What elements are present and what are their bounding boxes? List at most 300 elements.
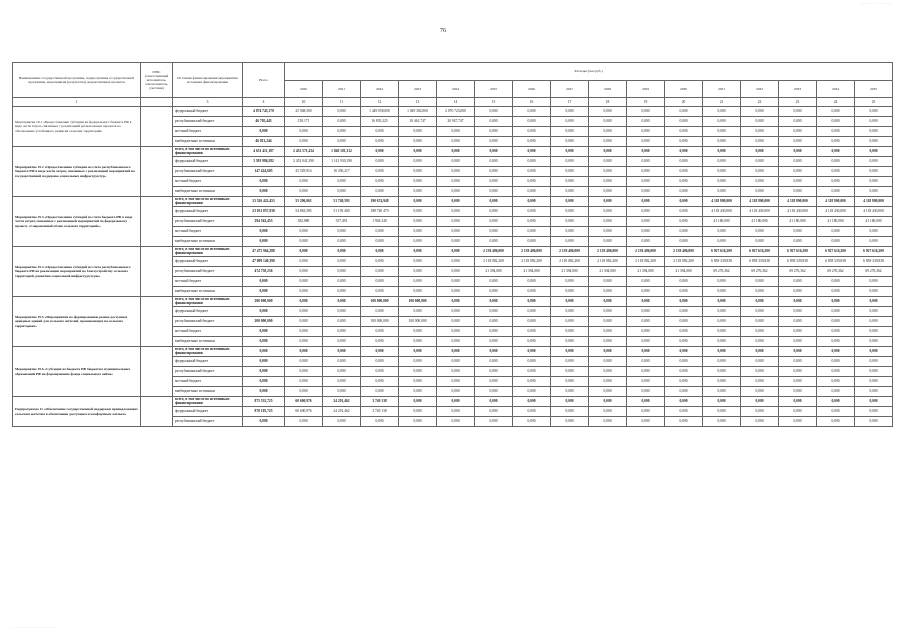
year-value: 0,000 [817, 277, 855, 287]
year-value: 0,000 [551, 137, 589, 147]
year-value: 6 927 616,200 [817, 247, 855, 257]
year-value: 0,000 [855, 137, 893, 147]
funding-source: местный бюджет [173, 377, 243, 387]
year-value: 0,000 [741, 227, 779, 237]
year-value: 0,000 [513, 137, 551, 147]
funding-source: внебюджетные источники [173, 287, 243, 297]
row-total: 0,000 [243, 377, 285, 387]
year-value: 0,000 [779, 367, 817, 377]
year-value: 0,000 [627, 207, 665, 217]
year-value: 0,000 [665, 317, 703, 327]
year-value: 0,000 [665, 367, 703, 377]
year-value: 0,000 [817, 377, 855, 387]
year-value: 0,000 [475, 237, 513, 247]
year-value: 0,000 [665, 397, 703, 407]
year-value: 0,000 [551, 177, 589, 187]
year-value: 0,000 [437, 287, 475, 297]
year-value: 0,000 [665, 347, 703, 357]
year-value: 0,000 [361, 327, 399, 337]
year-value: 0,000 [627, 327, 665, 337]
year-value: 0,000 [361, 277, 399, 287]
year-value: 60 600,976 [285, 397, 323, 407]
year-value: 0,000 [627, 287, 665, 297]
year-value: 0,000 [589, 357, 627, 367]
year-value: 0,000 [323, 287, 361, 297]
year-value: 0,000 [855, 397, 893, 407]
year-value: 0,000 [513, 277, 551, 287]
page-footer: · · · · · · · · · · · · · · · · · · · · · · · [12, 626, 59, 630]
year-value: 0,000 [665, 417, 703, 427]
year-value: 0,000 [665, 337, 703, 347]
year-value: 0,000 [817, 367, 855, 377]
year-value: 0,000 [589, 297, 627, 307]
section-name: Мероприятие 19.1 «Предоставление субсидии из федерального бюджета РФ в виде части затрат, связанных с реализацией региональных проектов по обеспечению устойчивого развития сельских территорий» [13, 107, 141, 147]
year-value: 0,000 [779, 347, 817, 357]
year-value: 0,000 [399, 157, 437, 167]
year-value: 0,000 [589, 367, 627, 377]
year-value: 21 394,000 [551, 267, 589, 277]
year-value: 0,000 [475, 137, 513, 147]
year-value: 0,000 [399, 357, 437, 367]
year-value: 0,000 [855, 307, 893, 317]
year-value: 0,000 [627, 227, 665, 237]
row-total: 0,000 [243, 337, 285, 347]
year-value: 0,000 [437, 227, 475, 237]
funding-source: местный бюджет [173, 227, 243, 237]
year-value: 0,000 [855, 417, 893, 427]
header-total: Всего [243, 63, 285, 98]
year-value: 10 461,747 [399, 117, 437, 127]
year-value: 0,000 [437, 267, 475, 277]
year-value: 0,000 [323, 107, 361, 117]
year-value: 0,000 [437, 317, 475, 327]
year-value: 0,000 [703, 407, 741, 417]
year-value: 382,880 [285, 217, 323, 227]
year-value: 0,000 [589, 287, 627, 297]
year-value: 0,000 [855, 387, 893, 397]
year-value: 0,000 [817, 117, 855, 127]
year-value: 0,000 [855, 117, 893, 127]
year-value: 0,000 [551, 157, 589, 167]
year-value: 41 180,000 [741, 217, 779, 227]
year-value: 0,000 [437, 177, 475, 187]
year-value: 6 858 339,838 [779, 257, 817, 267]
year-value: 0,000 [817, 187, 855, 197]
header-year: 2020 [285, 80, 323, 98]
table-row [13, 107, 893, 117]
year-value: 0,000 [703, 117, 741, 127]
year-value: 0,000 [779, 417, 817, 427]
year-value: 0,000 [817, 347, 855, 357]
year-value: 0,000 [589, 147, 627, 157]
year-value: 21 394,000 [475, 267, 513, 277]
section-name: Мероприятие 19.5 «Мероприятия по формированию рынка доступных арендных зданий для сельских жителей, проживающих на сельских территориях» [13, 297, 141, 347]
year-value: 0,000 [703, 397, 741, 407]
year-value: 25 948,500 [285, 107, 323, 117]
year-value: 41 180,000 [779, 217, 817, 227]
year-value: 0,000 [437, 157, 475, 167]
year-value: 0,000 [361, 287, 399, 297]
row-total: 0,000 [243, 387, 285, 397]
year-value: 0,000 [361, 347, 399, 357]
year-value: 0,000 [665, 227, 703, 237]
year-value: 0,000 [665, 127, 703, 137]
year-value: 0,000 [513, 117, 551, 127]
year-value: 0,000 [323, 187, 361, 197]
funding-source: республиканский бюджет [173, 417, 243, 427]
header-col-index: 12 [361, 98, 399, 107]
section-name: Мероприятие 19.2 «Предоставление субсидии из счета республиканского бюджета РФ в виде части затрат, связанных с реализацией мероприятий по государственной поддержке социальных инфраструктур» [13, 147, 141, 197]
year-value: 0,000 [627, 377, 665, 387]
year-value: 0,000 [475, 167, 513, 177]
year-value: 0,000 [513, 297, 551, 307]
header-year: 2034 [817, 80, 855, 98]
year-value: 0,000 [741, 117, 779, 127]
year-value: 0,000 [589, 417, 627, 427]
year-value: 2 070 723,000 [437, 107, 475, 117]
year-value: 0,000 [589, 377, 627, 387]
year-value: 2 139 486,000 [475, 247, 513, 257]
year-value: 0,000 [665, 407, 703, 417]
year-value: 0,000 [285, 297, 323, 307]
year-value: 0,000 [361, 387, 399, 397]
section-name: Мероприятие 19.4 «Предоставление субсидий из счета республиканского бюджета РФ на реализацию мероприятий по благоустройству сельских территорий, развитию социальной инфраструктуры» [13, 247, 141, 297]
funding-source: республиканский бюджет [173, 217, 243, 227]
year-value: 0,000 [703, 187, 741, 197]
funding-source: республиканский бюджет [173, 167, 243, 177]
year-value: 0,000 [475, 227, 513, 237]
year-value: 0,000 [361, 257, 399, 267]
year-value: 0,000 [513, 107, 551, 117]
section-grbs [141, 247, 173, 297]
year-value: 2 118 082,200 [475, 257, 513, 267]
section-name: Мероприятие 19.3 «Предоставление субсидий из счета бюджета РФ в виде части затрат, связанных с реализацией мероприятий по федеральному проекту «Современный облик сельских территорий»» [13, 197, 141, 247]
funding-source: федеральный бюджет [173, 407, 243, 417]
row-total: 0,000 [243, 367, 285, 377]
year-value: 0,000 [855, 277, 893, 287]
header-year: 2035 [855, 80, 893, 98]
header-index-row [13, 98, 893, 107]
year-value: 0,000 [399, 127, 437, 137]
year-value: 0,000 [361, 337, 399, 347]
year-value: 0,000 [437, 137, 475, 147]
year-value: 0,000 [627, 127, 665, 137]
header-source: Источник финансирования мероприятия источника финансирования [173, 63, 243, 98]
funding-source: всего, в том числе по источникам финансирования [173, 297, 243, 307]
row-total: 47 009 140,390 [243, 257, 285, 267]
year-value: 0,000 [855, 297, 893, 307]
header-col-index: 21 [703, 98, 741, 107]
year-value: 0,000 [437, 307, 475, 317]
year-value: 100 000,000 [361, 297, 399, 307]
row-total: 0,000 [243, 327, 285, 337]
year-value: 0,000 [589, 337, 627, 347]
year-value: 6 927 616,200 [855, 247, 893, 257]
year-value: 0,000 [285, 287, 323, 297]
year-value: 0,000 [361, 187, 399, 197]
year-value: 0,000 [361, 227, 399, 237]
year-value: 0,000 [855, 177, 893, 187]
year-value: 0,000 [475, 207, 513, 217]
year-value: 0,000 [475, 177, 513, 187]
year-value: 0,000 [551, 317, 589, 327]
year-value: 6 858 339,838 [741, 257, 779, 267]
year-value: 4 118 430,000 [779, 207, 817, 217]
section-grbs [141, 347, 173, 397]
year-value: 0,000 [323, 347, 361, 357]
year-value: 0,000 [627, 407, 665, 417]
header-year: 2027 [551, 80, 589, 98]
year-value: 0,000 [665, 277, 703, 287]
year-value: 0,000 [475, 147, 513, 157]
row-total: 0,000 [243, 187, 285, 197]
year-value: 0,000 [475, 307, 513, 317]
year-value: 0,000 [589, 137, 627, 147]
year-value: 0,000 [589, 197, 627, 207]
funding-source: внебюджетные источники [173, 137, 243, 147]
year-value: 0,000 [551, 367, 589, 377]
year-value: 0,000 [665, 377, 703, 387]
year-value: 0,000 [589, 117, 627, 127]
year-value: 100 000,000 [399, 297, 437, 307]
year-value: 21 394,000 [665, 267, 703, 277]
year-value: 0,000 [589, 157, 627, 167]
year-value: 0,000 [665, 107, 703, 117]
year-value: 0,000 [475, 367, 513, 377]
year-value: 4 118 430,000 [741, 207, 779, 217]
year-value: 21 394,000 [513, 267, 551, 277]
year-value: 0,000 [323, 267, 361, 277]
year-value: 0,000 [551, 417, 589, 427]
year-value: 0,000 [855, 127, 893, 137]
funding-source: федеральный бюджет [173, 107, 243, 117]
section-grbs [141, 107, 173, 147]
year-value: 0,000 [513, 237, 551, 247]
year-value: 0,000 [817, 357, 855, 367]
year-value: 0,000 [475, 417, 513, 427]
table-row [13, 247, 893, 257]
year-value: 0,000 [779, 107, 817, 117]
year-value: 0,000 [627, 367, 665, 377]
year-value: 0,000 [475, 397, 513, 407]
year-value: 0,000 [513, 417, 551, 427]
year-value: 0,000 [475, 317, 513, 327]
year-value: 0,000 [817, 177, 855, 187]
year-value: 0,000 [817, 167, 855, 177]
year-value: 0,000 [323, 377, 361, 387]
year-value: 41 180,000 [817, 217, 855, 227]
year-value: 0,000 [665, 357, 703, 367]
year-value: 0,000 [665, 187, 703, 197]
year-value: 54 863,585 [285, 207, 323, 217]
year-value: 2 118 082,200 [589, 257, 627, 267]
year-value: 0,000 [551, 397, 589, 407]
year-value: 0,000 [627, 107, 665, 117]
row-total: 47 475 964,288 [243, 247, 285, 257]
year-value: 0,000 [627, 307, 665, 317]
year-value: 0,000 [779, 297, 817, 307]
year-value: 0,000 [817, 407, 855, 417]
year-value: 0,000 [437, 407, 475, 417]
year-value: 0,000 [437, 217, 475, 227]
year-value: 6 858 339,838 [817, 257, 855, 267]
year-value: 0,000 [323, 317, 361, 327]
year-value: 0,000 [589, 207, 627, 217]
year-value: 4 118 800,000 [855, 197, 893, 207]
year-value: 0,000 [779, 157, 817, 167]
year-value: 0,000 [855, 227, 893, 237]
year-value: 0,000 [361, 177, 399, 187]
year-value: 0,000 [361, 307, 399, 317]
header-year: 2025 [475, 80, 513, 98]
year-value: 0,000 [741, 147, 779, 157]
row-total: 4 651 411,187 [243, 147, 285, 157]
year-value: 0,000 [285, 337, 323, 347]
year-value: 0,000 [703, 377, 741, 387]
year-value: 6 858 339,838 [855, 257, 893, 267]
year-value: 0,000 [779, 377, 817, 387]
year-value: 0,000 [285, 367, 323, 377]
year-value: 0,000 [551, 337, 589, 347]
year-value: 0,000 [589, 187, 627, 197]
year-value: 4 118 800,000 [741, 197, 779, 207]
year-value: 0,000 [627, 397, 665, 407]
year-value: 0,000 [285, 177, 323, 187]
year-value: 0,000 [475, 347, 513, 357]
year-value: 0,000 [627, 357, 665, 367]
year-value: 2 452 571,434 [285, 147, 323, 157]
year-value: 0,000 [627, 167, 665, 177]
header-col-index: 24 [817, 98, 855, 107]
section-grbs [141, 197, 173, 247]
header-col-index: 11 [323, 98, 361, 107]
year-value: 0,000 [437, 357, 475, 367]
year-value: 0,000 [665, 387, 703, 397]
year-value: 0,000 [513, 187, 551, 197]
funding-source: местный бюджет [173, 327, 243, 337]
year-value: 3 740 138 [361, 397, 399, 407]
year-value: 0,000 [399, 267, 437, 277]
year-value: 0,000 [779, 127, 817, 137]
year-value: 0,000 [323, 127, 361, 137]
year-value: 0,000 [703, 137, 741, 147]
page-number: 76 [440, 28, 446, 34]
header-grbs: ГРБС (ответственный исполнитель, соисполнитель, участник) [141, 63, 173, 98]
year-value: 0,000 [399, 237, 437, 247]
year-value: 0,000 [741, 357, 779, 367]
year-value: 0,000 [627, 337, 665, 347]
year-value: 0,000 [627, 237, 665, 247]
year-value: 0,000 [741, 107, 779, 117]
row-total: 294 562,453 [243, 217, 285, 227]
year-value: 0,000 [703, 347, 741, 357]
header-year: 2024 [437, 80, 475, 98]
year-value: 0,000 [551, 327, 589, 337]
year-value: 0,000 [323, 227, 361, 237]
row-total: 0,000 [243, 227, 285, 237]
year-value: 0,000 [627, 387, 665, 397]
year-value: 0,000 [817, 237, 855, 247]
row-total: 875 535,725 [243, 397, 285, 407]
year-value: 0,000 [779, 167, 817, 177]
year-value: 0,000 [475, 107, 513, 117]
year-value: 0,000 [285, 277, 323, 287]
year-value: 0,000 [703, 417, 741, 427]
year-value: 0,000 [285, 257, 323, 267]
year-value: 0,000 [513, 177, 551, 187]
year-value: 0,000 [475, 117, 513, 127]
year-value: 0,000 [399, 387, 437, 397]
year-value: 0,000 [855, 407, 893, 417]
year-value: 0,000 [513, 287, 551, 297]
year-value: 0,000 [399, 197, 437, 207]
year-value: 0,000 [475, 377, 513, 387]
year-value: 25 529,914 [285, 167, 323, 177]
year-value: 3 740 138 [361, 407, 399, 417]
year-value: 0,000 [285, 127, 323, 137]
year-value: 0,000 [665, 167, 703, 177]
year-value: 0,000 [741, 327, 779, 337]
year-value: 0,000 [703, 227, 741, 237]
year-value: 0,000 [285, 137, 323, 147]
year-value: 0,000 [551, 237, 589, 247]
year-value: 0,000 [703, 157, 741, 167]
table-body [13, 107, 893, 427]
funding-source: федеральный бюджет [173, 257, 243, 267]
year-value: 0,000 [475, 387, 513, 397]
header-year: 2023 [399, 80, 437, 98]
year-value: 0,000 [551, 387, 589, 397]
year-value: 0,000 [323, 307, 361, 317]
year-value: 0,000 [551, 407, 589, 417]
year-value: 0,000 [399, 407, 437, 417]
year-value: 0,000 [551, 147, 589, 157]
year-value: 0,000 [361, 237, 399, 247]
year-value: 0,000 [323, 387, 361, 397]
year-value: 0,000 [551, 377, 589, 387]
year-value: 0,000 [855, 157, 893, 167]
year-value: 0,000 [285, 347, 323, 357]
section-name: Мероприятие 19.6 «Субсидия из бюджета РФ бюджетам муниципальных образований РФ на формирование фонда социального займа» [13, 347, 141, 397]
year-value: 0,000 [589, 217, 627, 227]
year-value: 0,000 [665, 217, 703, 227]
row-total: 3 593 986,582 [243, 157, 285, 167]
year-value: 0,000 [399, 377, 437, 387]
year-value: 0,000 [855, 327, 893, 337]
year-value: 0,000 [475, 197, 513, 207]
row-total: 870 105,725 [243, 407, 285, 417]
year-value: 60 600,976 [285, 407, 323, 417]
year-value: 41 180,000 [855, 217, 893, 227]
year-value: 2 139 486,000 [551, 247, 589, 257]
year-value: 24 291,462 [323, 407, 361, 417]
year-value: 0,000 [437, 197, 475, 207]
year-value: 55 296,063 [285, 197, 323, 207]
year-value: 0,000 [855, 107, 893, 117]
year-value: 0,000 [855, 347, 893, 357]
year-value: 20 947,747 [437, 117, 475, 127]
year-value: 0,000 [513, 197, 551, 207]
year-value: 0,000 [437, 397, 475, 407]
year-value: 0,000 [437, 167, 475, 177]
year-value: 0,000 [589, 407, 627, 417]
year-value: 0,000 [665, 177, 703, 187]
year-value: 0,000 [399, 217, 437, 227]
row-total: 0,000 [243, 417, 285, 427]
year-value: 0,000 [779, 317, 817, 327]
header-year: 2028 [589, 80, 627, 98]
year-value: 0,000 [361, 267, 399, 277]
